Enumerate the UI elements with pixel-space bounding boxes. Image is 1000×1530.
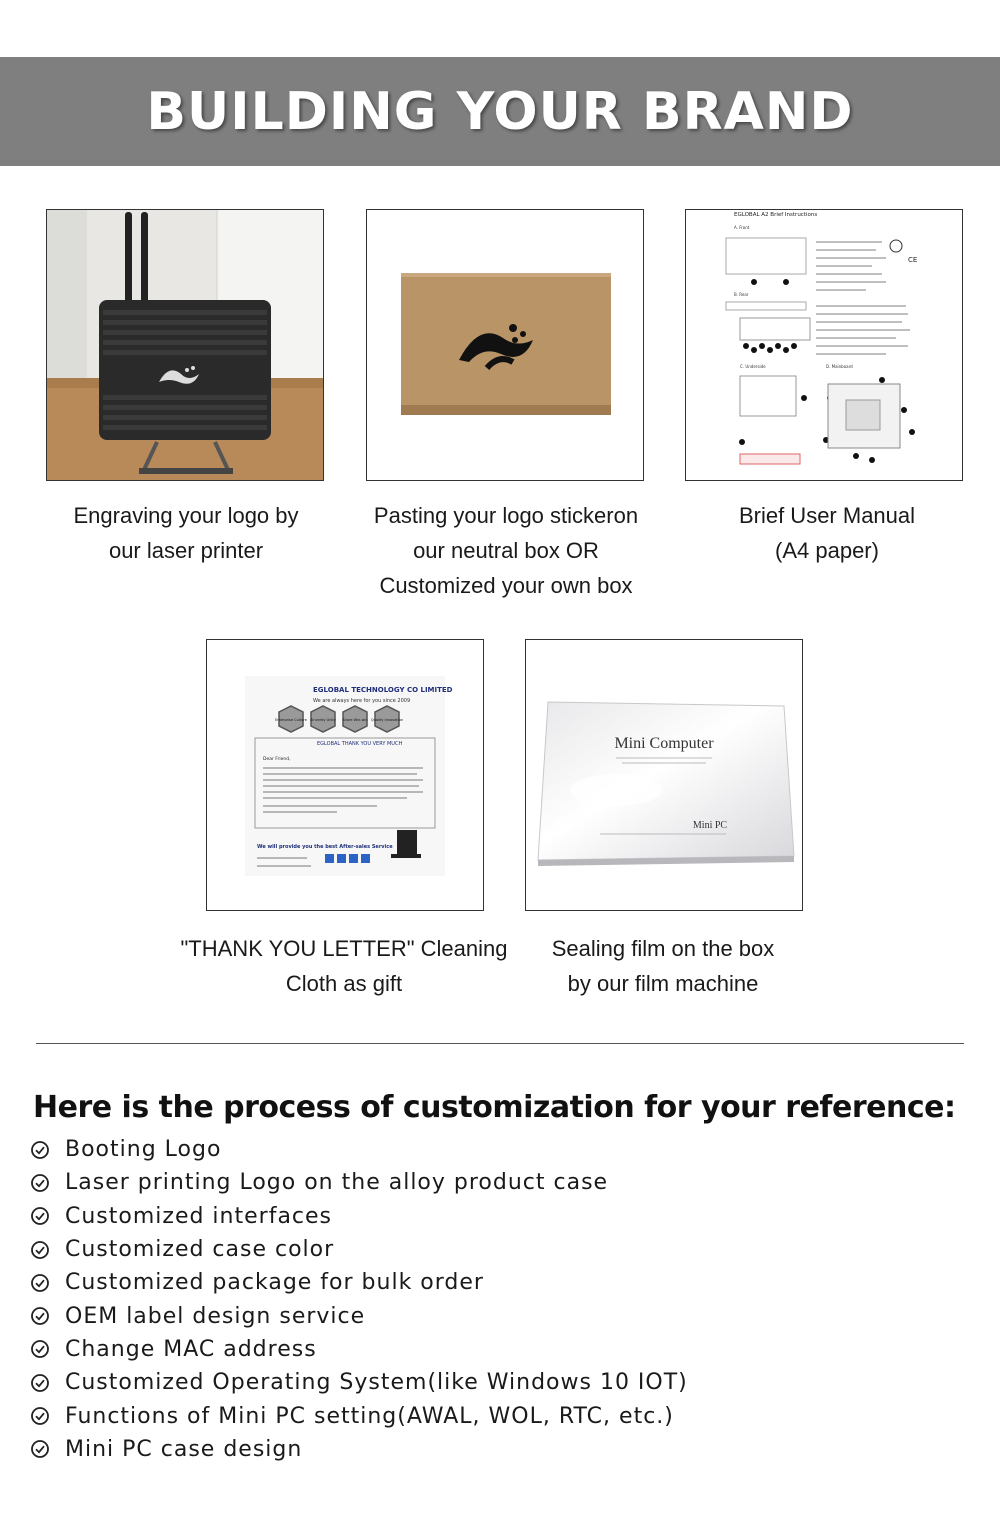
neutral-box-photo xyxy=(366,209,644,481)
letter-company: EGLOBAL TECHNOLOGY CO LIMITED xyxy=(313,686,453,694)
letter-hex-1: Enterprise Culture xyxy=(275,718,307,722)
check-circle-icon xyxy=(30,1406,50,1426)
letter-hex-2: Sincerity Unity xyxy=(310,718,336,722)
letter-hex-3: Share Win-win xyxy=(342,718,368,722)
check-circle-icon xyxy=(30,1206,50,1226)
mini-pc-photo xyxy=(46,209,324,481)
card-caption-sealing: Sealing film on the box by our film machine xyxy=(551,936,775,996)
letter-greeting: Dear Friend, xyxy=(263,757,291,762)
check-circle-icon xyxy=(30,1373,50,1393)
process-item-label: OEM label design service xyxy=(65,1303,366,1329)
manual-section-underside: C. Underside xyxy=(740,364,766,369)
list-item xyxy=(30,1133,688,1166)
check-circle-icon xyxy=(30,1339,50,1359)
sealed-box-photo xyxy=(525,639,803,911)
list-item xyxy=(30,1166,688,1199)
list-item xyxy=(30,1433,688,1466)
letter-footer: We will provide you the best After-sales Service xyxy=(257,844,393,850)
manual-section-rear: B. Rear xyxy=(734,292,749,297)
manual-section-mainboard: D. Mainboard xyxy=(826,364,853,369)
process-item-label: Customized interfaces xyxy=(65,1203,333,1229)
check-circle-icon xyxy=(30,1240,50,1260)
banner-title: BUILDING YOUR BRAND xyxy=(146,81,854,142)
box-corner-label: Mini PC xyxy=(692,820,728,831)
svg-text:CE: CE xyxy=(908,256,918,264)
process-item-label: Customized case color xyxy=(65,1237,335,1263)
letter-hex-4: Quality Innovation xyxy=(370,718,404,722)
card-caption-engraving: Engraving your logo by our laser printer xyxy=(73,503,299,563)
process-item-label: Mini PC case design xyxy=(65,1436,303,1462)
check-circle-icon xyxy=(30,1306,50,1326)
list-item xyxy=(30,1299,688,1332)
process-item-label: Customized Operating System(like Windows 10 IOT) xyxy=(65,1370,688,1396)
thank-you-letter-photo xyxy=(206,639,484,911)
process-item-label: Laser printing Logo on the alloy product case xyxy=(65,1170,609,1196)
list-item xyxy=(30,1399,688,1432)
process-item-label: Functions of Mini PC setting(AWAL, WOL, RTC, etc.) xyxy=(65,1403,674,1429)
brand-banner xyxy=(0,57,1000,166)
card-caption-sticker: Pasting your logo stickeron our neutral box OR Customized your own box xyxy=(373,503,639,598)
process-title: Here is the process of customization for your reference: xyxy=(33,1090,956,1125)
list-item xyxy=(30,1366,688,1399)
user-manual-photo xyxy=(685,209,963,481)
list-item xyxy=(30,1233,688,1266)
box-title: Mini Computer xyxy=(614,735,714,752)
letter-tagline: We are always here for you since 2009 xyxy=(313,698,411,704)
check-circle-icon xyxy=(30,1439,50,1459)
card-caption-letter: "THANK YOU LETTER" Cleaning Cloth as gift xyxy=(180,936,508,996)
list-item xyxy=(30,1200,688,1233)
manual-section-front: A. Front xyxy=(734,225,750,230)
letter-thanks-line: EGLOBAL THANK YOU VERY MUCH xyxy=(317,741,403,747)
check-circle-icon xyxy=(30,1140,50,1160)
manual-heading: EGLOBAL A2 Brief Instructions xyxy=(734,212,818,218)
check-circle-icon xyxy=(30,1173,50,1193)
card-caption-manual: Brief User Manual (A4 paper) xyxy=(738,503,916,563)
process-item-label: Booting Logo xyxy=(65,1137,222,1163)
process-item-label: Change MAC address xyxy=(65,1336,317,1362)
process-item-label: Customized package for bulk order xyxy=(65,1270,484,1296)
process-list xyxy=(30,1133,688,1466)
check-circle-icon xyxy=(30,1273,50,1293)
list-item xyxy=(30,1333,688,1366)
list-item xyxy=(30,1266,688,1299)
section-divider xyxy=(36,1043,964,1044)
